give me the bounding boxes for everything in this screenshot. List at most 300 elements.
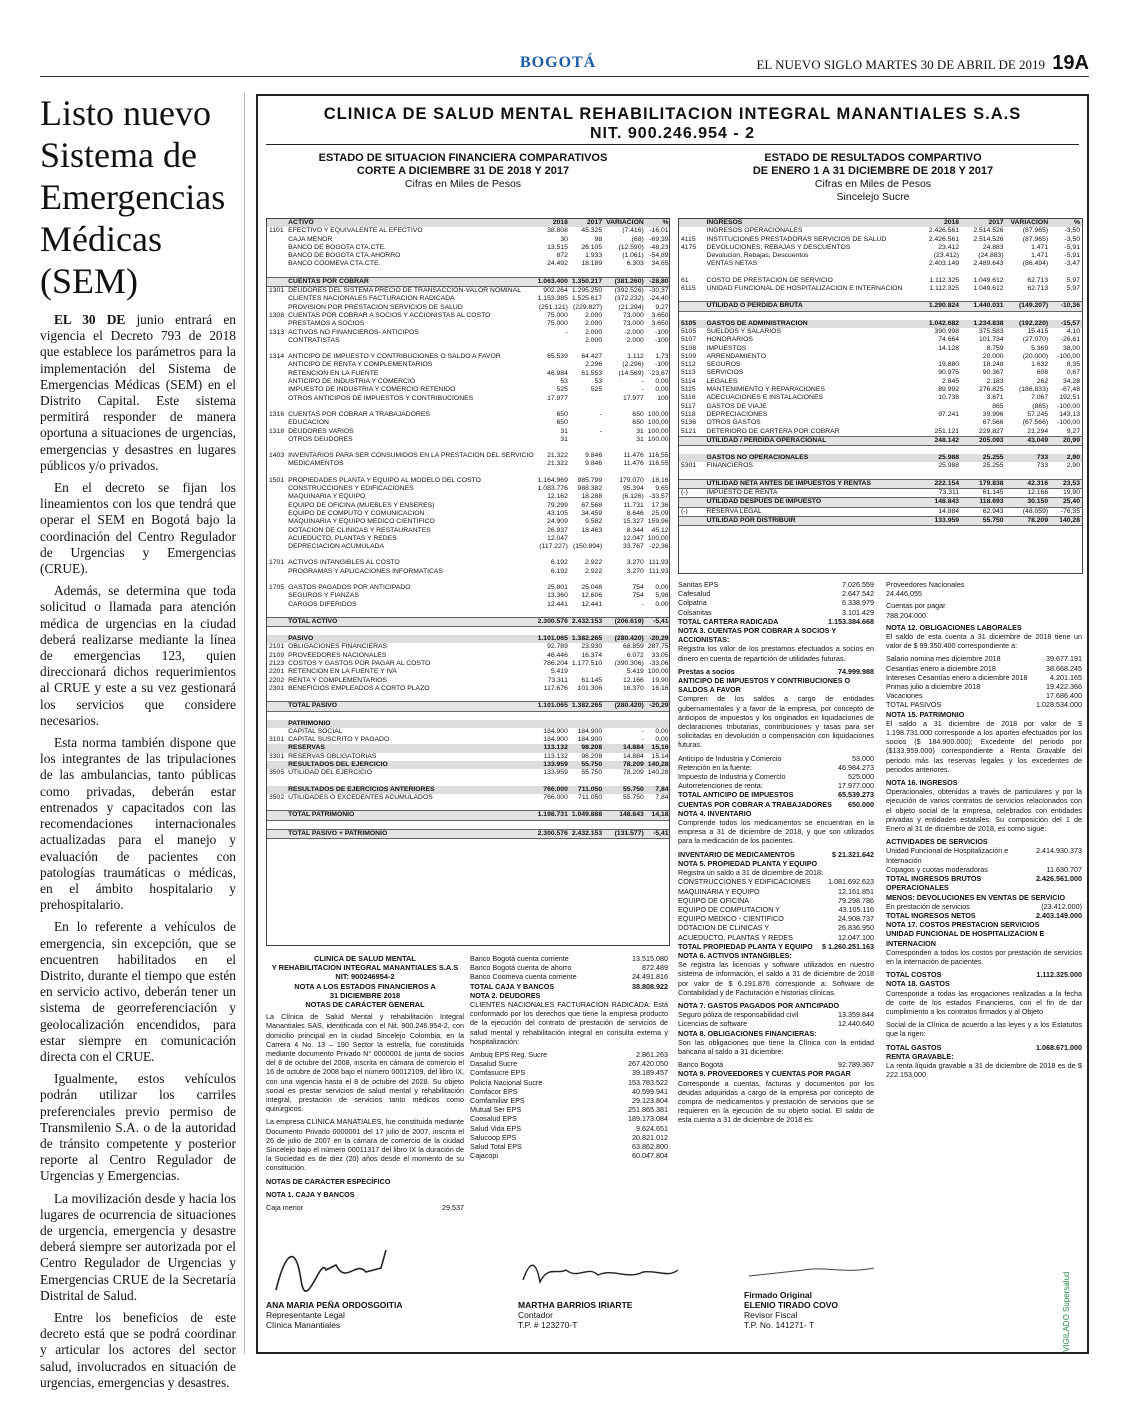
notes-subheading: UNIDAD FUNCIONAL DE HOSPITALIZACION E INTERNACION xyxy=(886,929,1045,948)
amount-cell: -30,37 xyxy=(649,287,669,295)
row-label: Ambuq EPS Reg. Sucre xyxy=(470,1050,548,1060)
notes-subheading: NOTA 4. INVENTARIO xyxy=(678,808,752,818)
amount-cell: 45.325 xyxy=(581,227,603,235)
amount-cell: 25.255 xyxy=(982,462,1004,470)
notes-subheading: RENTA GRAVABLE: xyxy=(886,1051,954,1061)
article-paragraph: Entre los beneficios de este decreto está que se podrá coordinar y articular los actores del sector salud, involucrados en situación de urgencias, emergencias y desastres. xyxy=(40,1309,236,1390)
amount-cell: -28,80 xyxy=(646,277,670,286)
account-name: CONTRATISTAS xyxy=(288,336,340,344)
row-value: 251.865.381 xyxy=(628,1105,668,1115)
amount-cell: 711.050 xyxy=(570,786,604,794)
amount-cell: 23.412 xyxy=(938,243,960,251)
notes-subheading: NOTA 18. GASTOS xyxy=(886,979,950,989)
amount-cell xyxy=(536,693,570,702)
account-name: RESERVAS OBLIGATORIAS xyxy=(288,752,377,760)
amount-cell: 1.525.617 xyxy=(571,295,603,303)
row-label: TOTAL ANTICIPO DE IMPUESTOS xyxy=(678,790,794,800)
account-code xyxy=(267,460,286,468)
amount-cell xyxy=(570,403,604,411)
amount-cell: VARIACION xyxy=(606,219,644,226)
signature-block xyxy=(256,1240,1089,1360)
amount-cell xyxy=(536,337,570,345)
amount-cell: -3,50 xyxy=(1064,227,1080,235)
account-name: UTILIDAD O PERDIDA BRUTA xyxy=(704,302,916,311)
ledger-row xyxy=(679,227,1082,235)
account-code: 5112 xyxy=(681,361,696,369)
ledger-row xyxy=(267,469,670,477)
amount-cell xyxy=(604,820,646,829)
ledger-row xyxy=(267,786,670,794)
ledger-row xyxy=(267,617,670,626)
amount-cell: -100,00 xyxy=(1056,419,1080,427)
row-label: Policía Nacional Sucre xyxy=(470,1077,543,1087)
ledger-row xyxy=(267,592,670,600)
amount-cell: 17.977 xyxy=(547,394,568,402)
ledger-row xyxy=(267,693,670,702)
amount-cell xyxy=(646,444,670,452)
account-code xyxy=(267,304,286,312)
account-name: UTILIDAD / PERDIDA OPERACIONAL xyxy=(704,436,916,445)
ledger-row xyxy=(267,778,670,786)
amount-cell: 18.463 xyxy=(581,526,603,534)
amount-cell: 1.471 xyxy=(1031,252,1049,260)
account-name: TOTAL PASIVO + PATRIMONIO xyxy=(286,829,536,838)
amount-cell: (12.590) xyxy=(618,243,644,251)
amount-cell: 78.209 xyxy=(1006,516,1051,525)
notes-paragraph: La renta líquida gravable a 31 de diciembre de 2018 es de $ 222.153.000 xyxy=(886,1060,1082,1080)
ledger-row xyxy=(679,285,1082,293)
amount-cell: 650 xyxy=(632,419,644,427)
amount-cell: 133.959 xyxy=(917,516,962,525)
account-code xyxy=(267,337,286,345)
ledger-row xyxy=(679,336,1082,344)
amount-cell: 786.204 xyxy=(543,660,568,668)
income-city: Sincelejo Sucre xyxy=(836,191,910,203)
notes-total-row xyxy=(886,970,1082,979)
amount-cell: 2.514.526 xyxy=(973,235,1004,243)
account-code xyxy=(267,510,286,518)
account-code xyxy=(267,403,286,411)
amount-cell: 25,40 xyxy=(1050,498,1082,507)
amount-cell: 179.070 xyxy=(619,476,644,484)
account-code: 5121 xyxy=(681,427,697,435)
amount-cell: (865) xyxy=(1032,402,1049,410)
account-code xyxy=(267,786,286,794)
row-label: TOTAL PASIVOS xyxy=(886,700,942,710)
account-code: 5105 xyxy=(679,320,704,328)
account-name: DEUDORES VARIOS xyxy=(288,427,354,435)
amount-cell: 15,14 xyxy=(651,752,669,760)
account-code xyxy=(267,345,286,353)
row-value: 38.808.922 xyxy=(632,981,668,991)
account-code: 3505 xyxy=(269,769,285,777)
account-code: 2201 xyxy=(269,668,285,676)
account-name: IMPUESTO DE RENTA xyxy=(706,489,778,497)
account-code xyxy=(267,543,286,551)
amount-cell xyxy=(604,269,646,278)
account-name: UTILIDADES O EXCEDENTES ACUMULADOS xyxy=(288,793,433,801)
page-header xyxy=(0,0,1125,80)
signer-name: ELENIO TIRADO COVO xyxy=(744,1300,838,1310)
row-label: Intereses Cesantías enero a diciembre 2018 xyxy=(886,672,1028,682)
amount-cell: 133.959 xyxy=(543,769,568,777)
amount-cell xyxy=(570,627,604,636)
amount-cell xyxy=(604,576,646,584)
amount-cell xyxy=(646,269,670,278)
amount-cell: 0,00 xyxy=(655,736,669,744)
amount-cell: 1.164.969 xyxy=(537,476,568,484)
ledger-row xyxy=(267,761,670,769)
row-value: 2.426.561.000 xyxy=(1036,874,1082,884)
amount-cell: 113.132 xyxy=(543,752,568,760)
notes-line: 24.446.055 xyxy=(886,589,922,599)
amount-cell: (131.577) xyxy=(604,829,646,838)
account-code xyxy=(679,293,704,302)
amount-cell xyxy=(604,444,646,452)
account-name: CUENTAS POR COBRAR A SOCIOS Y ACCIONISTAS AL COSTO xyxy=(288,311,491,319)
account-code: 5108 xyxy=(681,344,697,352)
account-name: MEDICAMENTOS xyxy=(288,460,344,468)
row-label: ACUEDUCTO, PLANTAS Y REDES xyxy=(678,932,793,942)
amount-cell: 12.166 xyxy=(1027,489,1049,497)
account-name: DETERIORO DE CARTERA POR COBRAR xyxy=(706,427,840,435)
ledger-row xyxy=(267,227,670,235)
row-value: 2.403.149.000 xyxy=(1036,910,1082,920)
amount-cell xyxy=(917,353,962,361)
amount-cell xyxy=(1050,471,1082,480)
ledger-row xyxy=(267,312,670,320)
amount-cell xyxy=(570,345,604,353)
amount-cell: 116,55 xyxy=(648,460,669,468)
banks-list xyxy=(470,954,668,982)
ledger-row xyxy=(679,436,1082,445)
account-name: OBLIGACIONES FINANCIERAS xyxy=(288,643,388,651)
ledger-row xyxy=(679,345,1082,353)
amount-cell: -16,01 xyxy=(649,227,669,235)
amount-cell xyxy=(570,395,604,403)
news-article xyxy=(40,92,236,1397)
row-value: 525.000 xyxy=(848,772,874,782)
account-code: 4175 xyxy=(681,243,697,251)
amount-cell: 1.112 xyxy=(627,353,644,361)
account-code xyxy=(267,617,286,626)
account-code xyxy=(267,260,286,268)
amount-cell: (229.827) xyxy=(573,303,603,311)
amount-cell: 55.750 xyxy=(604,786,646,794)
amount-cell: 0,00 xyxy=(655,378,669,386)
signature-fiscal-reviewer xyxy=(744,1240,944,1330)
ledger-row xyxy=(267,337,670,345)
notes-line: Proveedores Nacionales xyxy=(886,580,965,589)
amount-cell: (150.894) xyxy=(573,543,603,551)
account-name: IMPUESTOS xyxy=(706,344,747,352)
account-code xyxy=(679,311,704,320)
account-code xyxy=(267,702,286,711)
ledger-row xyxy=(267,668,670,676)
amount-cell: 0,00 xyxy=(655,727,669,735)
account-name xyxy=(286,820,536,829)
amount-cell: (48.059) xyxy=(1022,507,1049,515)
amount-cell: 53 xyxy=(594,378,603,386)
ledger-row xyxy=(267,652,670,660)
amount-cell xyxy=(570,609,604,618)
amount-cell: (23.412) xyxy=(933,252,960,260)
notes-line: Cuentas por pagar xyxy=(886,601,946,611)
amount-cell: 25.988 xyxy=(917,454,962,462)
account-code: 4115 xyxy=(681,235,696,243)
amount-cell: 24.883 xyxy=(982,243,1004,251)
amount-cell xyxy=(1050,311,1082,320)
amount-cell: -67,48 xyxy=(1060,386,1080,394)
amount-cell xyxy=(570,802,604,811)
ledger-row xyxy=(679,353,1082,361)
amount-cell xyxy=(604,551,646,559)
amount-cell: 53 xyxy=(560,378,568,386)
amount-cell: 12.441 xyxy=(547,600,568,608)
notes-total-row xyxy=(470,982,668,991)
signer-detail: Clínica Manantiales xyxy=(266,1320,341,1330)
amount-cell: 33.767 xyxy=(622,543,644,551)
amount-cell: 98.208 xyxy=(581,752,603,760)
notes-paragraph: CLIENTES NACIONALES FACTURACION RADICADA: Está conformado por los derechos que tiene la empresa producto de la ejecución del contrato de prestación de servicios de salud mental y rehabilitación integral en consulta externa y hospitalización: xyxy=(470,1000,668,1046)
ledger-row xyxy=(267,720,670,728)
notes-row xyxy=(678,905,874,914)
notes-heading: NIT: 900246954-2 xyxy=(335,972,395,982)
notes-paragraph: Social de la Clínica de acuerdo a las leyes y a los Estatutos que la rigen: xyxy=(886,1020,1082,1039)
row-label: Sanitas EPS xyxy=(678,580,719,589)
amount-cell: 16.370 xyxy=(622,684,644,692)
amount-cell: 13.360 xyxy=(547,592,568,600)
account-code: 5114 xyxy=(681,377,696,385)
account-name: ARRENDAMIENTO xyxy=(706,352,766,360)
notes-total-row xyxy=(678,850,874,859)
account-code: 1101 xyxy=(269,227,284,235)
amount-cell: 20.000 xyxy=(982,352,1004,360)
amount-cell: (7.416) xyxy=(622,227,644,235)
ledger-row xyxy=(267,320,670,328)
amount-cell: 1.471 xyxy=(1031,243,1049,251)
account-code xyxy=(679,252,704,260)
row-label: TOTAL INGRESOS BRUTOS OPERACIONALES xyxy=(886,874,982,893)
account-code: 1316 xyxy=(269,410,285,418)
account-code xyxy=(267,444,286,452)
row-label: Banco Bogotá xyxy=(678,1060,724,1070)
amount-cell: 6.072 xyxy=(626,651,644,659)
ledger-row xyxy=(267,287,670,296)
amount-cell xyxy=(1050,293,1082,302)
amount-cell: 62.943 xyxy=(982,507,1004,515)
income-units: Cifras en Miles de Pesos xyxy=(814,178,932,190)
amount-cell xyxy=(604,469,646,477)
amount-cell: -26,61 xyxy=(1060,336,1080,344)
ledger-row xyxy=(267,277,670,286)
signer-note: Firmado Original xyxy=(744,1290,813,1300)
amount-cell xyxy=(646,627,670,636)
amount-cell: 3.270 xyxy=(626,567,644,575)
ledger-row xyxy=(267,370,670,378)
account-name: PATRIMONIO xyxy=(286,720,536,728)
ledger-row xyxy=(679,378,1082,386)
amount-cell xyxy=(536,627,570,636)
account-name: EDUCACION xyxy=(288,419,329,427)
amount-cell xyxy=(646,609,670,618)
ledger-row xyxy=(679,419,1082,427)
ledger-row xyxy=(267,685,670,693)
amount-cell xyxy=(570,820,604,829)
account-name xyxy=(286,778,536,786)
account-name: ACTIVOS INTANGIBLES AL COSTO xyxy=(288,559,400,567)
amount-cell: 117.676 xyxy=(543,684,568,692)
amount-cell: (206.619) xyxy=(604,617,646,626)
article-lead xyxy=(40,312,236,474)
amount-cell: 25.255 xyxy=(961,454,1006,462)
account-name: CUENTAS POR COBRAR xyxy=(286,277,536,286)
notes-row xyxy=(470,1142,668,1151)
amount-cell: 8.344 xyxy=(626,526,644,534)
amount-cell: 650 xyxy=(556,419,568,427)
amount-cell: 43.105 xyxy=(547,509,568,517)
amount-cell: 1.063.400 xyxy=(537,277,568,285)
amount-cell: - xyxy=(641,386,644,394)
account-code xyxy=(267,609,286,618)
account-code xyxy=(267,592,286,600)
amount-cell: 92.789 xyxy=(547,643,568,651)
account-name: INGRESOS xyxy=(704,219,916,227)
amount-cell: 20,99 xyxy=(1050,436,1082,445)
amount-cell: VARIACION xyxy=(1006,219,1051,227)
row-value: 79.298.786 xyxy=(838,895,874,905)
account-name: OTROS ANTICIPOS DE IMPUESTOS Y CONTRIBUCIONES xyxy=(288,394,474,402)
amount-cell: 7,84 xyxy=(646,786,670,794)
ledger-row xyxy=(267,269,670,278)
ledger-row xyxy=(267,502,670,510)
amount-cell xyxy=(536,576,570,584)
ledger-row xyxy=(267,601,670,609)
row-label: MAQUINARIA Y EQUIPO xyxy=(678,886,760,896)
header-rule xyxy=(40,76,1089,77)
amount-cell: 2.403.149 xyxy=(928,260,960,268)
account-name: FINANCIEROS xyxy=(706,462,753,470)
account-code: 5105 xyxy=(681,327,697,335)
account-name: EFECTIVO Y EQUIVALENTE AL EFECTIVO xyxy=(288,227,423,235)
ledger-row xyxy=(267,794,670,802)
account-name: OTROS DEUDORES xyxy=(288,435,353,443)
row-label: CUENTAS POR COBRAR A TRABAJADORES xyxy=(678,799,832,809)
account-name: TOTAL ACTIVO xyxy=(286,617,536,626)
amount-cell: 9.582 xyxy=(585,518,603,526)
amount-cell xyxy=(1050,446,1082,455)
amount-cell xyxy=(570,419,604,427)
ledger-row xyxy=(267,460,670,468)
amount-cell xyxy=(961,471,1006,480)
row-label: Dasalud Sucre xyxy=(470,1059,518,1069)
row-label: Banco Coomeva cuenta corriente xyxy=(470,972,577,982)
amount-cell: 18,16 xyxy=(651,476,669,484)
amount-cell: (67.566) xyxy=(1022,419,1049,427)
account-code xyxy=(267,802,286,811)
amount-cell: 872 xyxy=(556,252,568,260)
row-label: DOTACION DE CLINICAS Y xyxy=(678,923,770,933)
amount-cell xyxy=(917,403,962,411)
ledger-row xyxy=(267,510,670,518)
ledger-row xyxy=(679,386,1082,394)
amount-cell: 3.650 xyxy=(651,320,669,328)
amount-cell xyxy=(570,778,604,786)
ledger-row xyxy=(679,219,1082,227)
article-paragraph: En el decreto se fijan los lineamientos con los que tendrá que operar el SEM en Bogotá bajo la coordinación del Centro Regulador de Urgencias y Emergencias (CRUE). xyxy=(40,480,236,577)
account-name: ADECUACIONES E INSTALACIONES xyxy=(706,394,824,402)
amount-cell: -54,89 xyxy=(649,252,669,260)
account-code: 5301 xyxy=(681,462,697,470)
notes-subheading: NOTA 7. GASTOS PAGADOS POR ANTICIPADO xyxy=(678,1000,840,1010)
signature-legal-rep xyxy=(266,1240,466,1330)
labor-list xyxy=(886,654,1082,709)
amount-cell: 865 xyxy=(992,402,1004,410)
row-label: Unidad Funcional de Hospitalización e Internación xyxy=(886,846,1009,865)
amount-cell xyxy=(536,778,570,786)
amount-cell: -20,29 xyxy=(646,635,670,643)
notes-column-b xyxy=(470,954,668,1160)
account-name: PRESTAMOS A SOCIOS xyxy=(288,320,365,328)
notes-paragraph: Son las obligaciones que tiene la Clínica con la entidad bancaria al saldo a 31 diciembre: xyxy=(678,1037,874,1056)
amount-cell xyxy=(570,576,604,584)
amount-cell: 525 xyxy=(556,386,568,394)
row-label: INVENTARIO DE MEDICAMENTOS xyxy=(678,849,795,859)
notes-subheading: NOTA 15. PATRIMONIO xyxy=(886,709,965,719)
row-value: 2.414.930.373 xyxy=(1036,846,1082,856)
row-label: EQUIPO DE OFICINA xyxy=(678,895,750,905)
amount-cell: (251.121) xyxy=(538,303,568,311)
account-name: UTILIDAD POR DISTRIBUIR xyxy=(704,516,916,525)
account-code xyxy=(267,244,286,252)
vigilado-text: VIGILADO Supersalud xyxy=(1062,1271,1071,1352)
amount-cell: 116,55 xyxy=(648,452,669,460)
ledger-row xyxy=(267,711,670,720)
amount-cell: 46.446 xyxy=(547,651,568,659)
amount-cell: 205.093 xyxy=(961,436,1006,445)
amount-cell: 1.177.510 xyxy=(571,660,603,668)
notes-row xyxy=(678,923,874,932)
amount-cell xyxy=(917,419,962,427)
amount-cell: 9.846 xyxy=(585,460,603,468)
account-code xyxy=(267,469,286,477)
row-value: 43.105.116 xyxy=(838,904,874,914)
ledger-row xyxy=(267,559,670,567)
amount-cell: 19.880 xyxy=(938,361,960,369)
paper-name: EL NUEVO SIGLO xyxy=(756,57,863,72)
amount-cell xyxy=(917,293,962,302)
row-label: Caja menor xyxy=(266,1203,304,1213)
row-value: 26.836.950 xyxy=(838,923,874,933)
amount-cell: 8.646 xyxy=(626,509,644,517)
account-name xyxy=(704,293,916,302)
account-code xyxy=(679,446,704,455)
amount-cell: 711.050 xyxy=(578,793,603,801)
amount-cell: - xyxy=(565,328,568,336)
ledger-row xyxy=(267,635,670,643)
row-label: TOTAL CAJA Y BANCOS xyxy=(470,981,555,991)
amount-cell: -100,00 xyxy=(1056,352,1080,360)
notice-nit: NIT. 900.246.954 - 2 xyxy=(590,125,755,142)
ledger-row xyxy=(679,454,1082,462)
amount-cell: 23.930 xyxy=(581,643,603,651)
notes-row xyxy=(886,865,1082,874)
account-code xyxy=(267,811,286,820)
amount-cell: 73.311 xyxy=(938,489,960,497)
amount-cell xyxy=(536,469,570,477)
amount-cell: 111,93 xyxy=(648,567,669,575)
account-code: 1313 xyxy=(269,328,285,336)
